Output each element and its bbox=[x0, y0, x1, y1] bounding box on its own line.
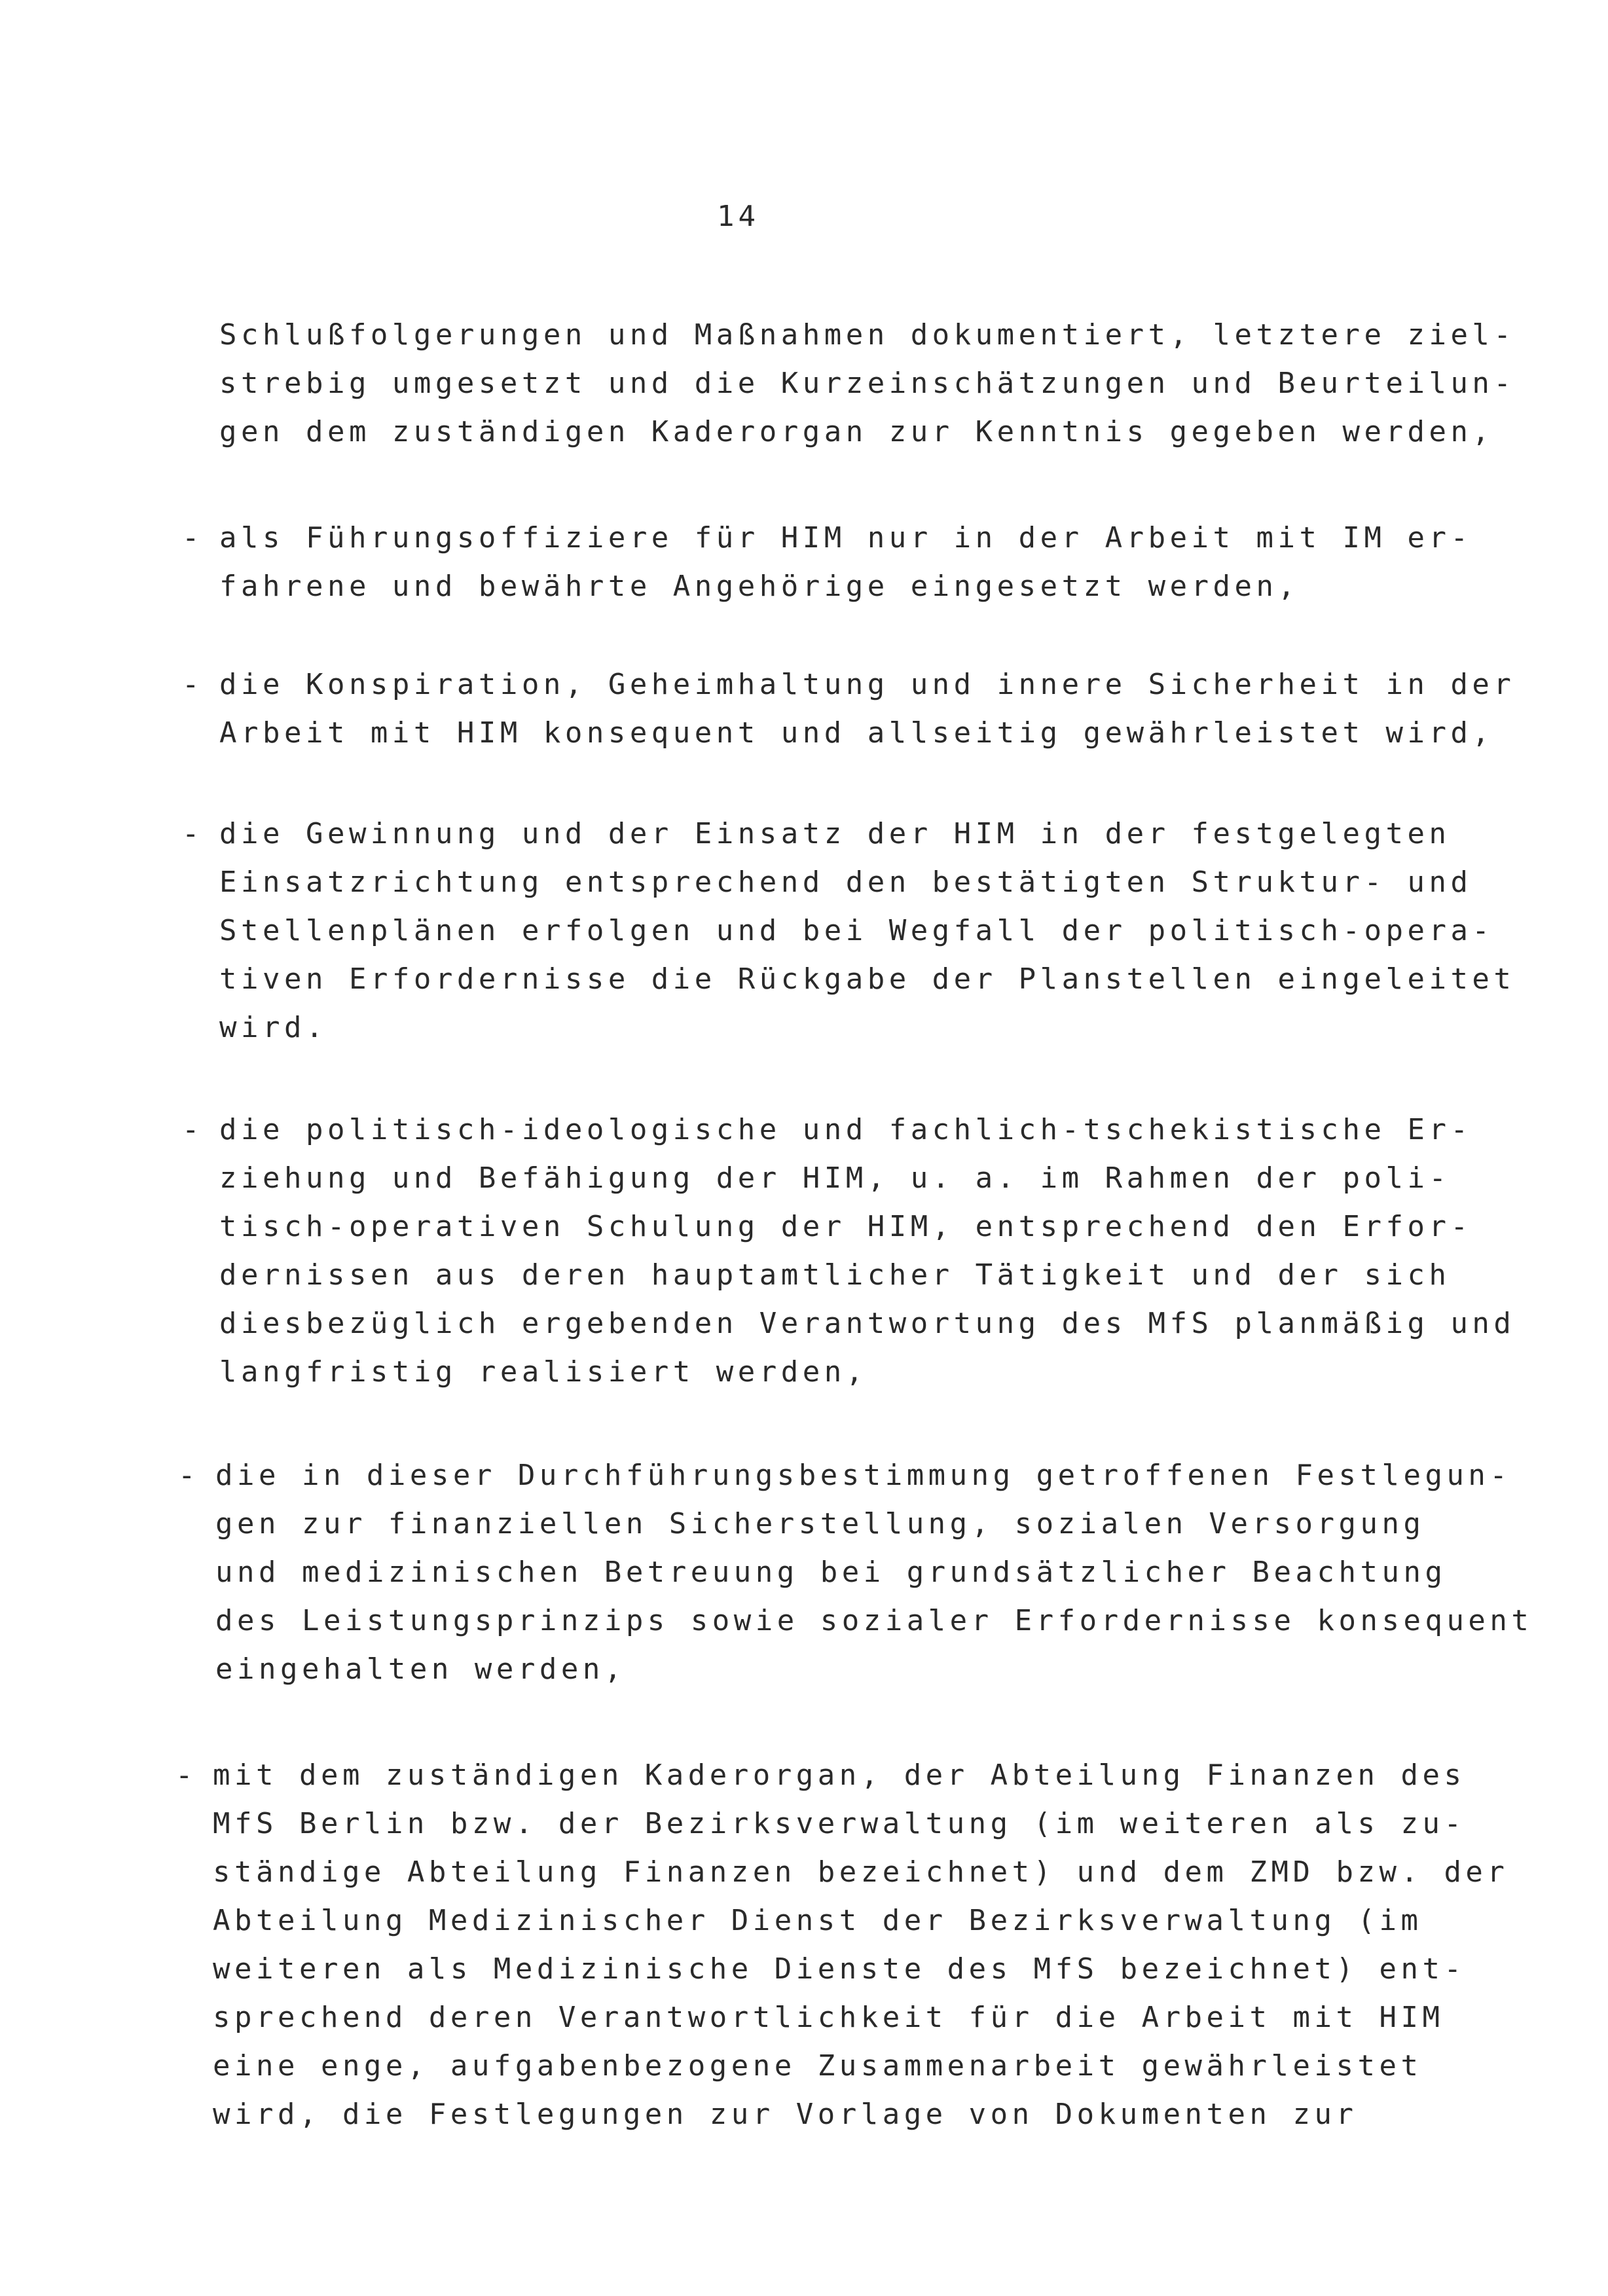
text-line: fahrene und bewährte Angehörige eingesetzt werden, bbox=[219, 570, 1300, 603]
text-line: Stellenplänen erfolgen und bei Wegfall der politisch-opera- bbox=[219, 914, 1494, 947]
text-line: diesbezüglich ergebenden Verantwortung des MfS planmäßig und bbox=[219, 1307, 1516, 1340]
text-line: die in dieser Durchführungsbestimmung getroffenen Festlegun- bbox=[215, 1459, 1512, 1492]
text-line: strebig umgesetzt und die Kurzeinschätzungen und Beurteilun- bbox=[219, 367, 1516, 400]
text-line: langfristig realisiert werden, bbox=[219, 1355, 868, 1389]
text-line: dernissen aus deren hauptamtlicher Tätigkeit und der sich bbox=[219, 1258, 1451, 1292]
text-line: mit dem zuständigen Kaderorgan, der Abteilung Finanzen des bbox=[213, 1758, 1466, 1792]
text-line: sprechend deren Verantwortlichkeit für die Arbeit mit HIM bbox=[213, 2001, 1444, 2034]
bullet-dash: - bbox=[175, 1758, 193, 1792]
bullet-dash: - bbox=[182, 1113, 200, 1146]
text-line: weiteren als Medizinische Dienste des MfS bezeichnet) ent- bbox=[213, 1952, 1466, 1986]
bullet-dash: - bbox=[182, 817, 200, 850]
text-line: wird, die Festlegungen zur Vorlage von Dokumenten zur bbox=[213, 2098, 1358, 2131]
text-line: Abteilung Medizinischer Dienst der Bezirksverwaltung (im bbox=[213, 1904, 1423, 1937]
text-line: Arbeit mit HIM konsequent und allseitig gewährleistet wird, bbox=[219, 716, 1494, 750]
text-line: und medizinischen Betreuung bei grundsätzlicher Beachtung bbox=[215, 1556, 1447, 1589]
text-line: tiven Erfordernisse die Rückgabe der Planstellen eingeleitet bbox=[219, 962, 1516, 996]
bullet-dash: - bbox=[182, 521, 200, 555]
text-line: Schlußfolgerungen und Maßnahmen dokumentiert, letztere ziel- bbox=[219, 318, 1516, 352]
text-line: die Gewinnung und der Einsatz der HIM in der festgelegten bbox=[219, 817, 1451, 850]
text-line: die Konspiration, Geheimhaltung und innere Sicherheit in der bbox=[219, 668, 1516, 701]
page-number: 14 bbox=[717, 200, 759, 233]
bullet-dash: - bbox=[178, 1459, 196, 1492]
text-line: eingehalten werden, bbox=[215, 1652, 626, 1686]
text-line: ziehung und Befähigung der HIM, u. a. im Rahmen der poli- bbox=[219, 1161, 1451, 1195]
text-line: gen dem zuständigen Kaderorgan zur Kenntnis gegeben werden, bbox=[219, 415, 1494, 448]
text-line: als Führungsoffiziere für HIM nur in der Arbeit mit IM er- bbox=[219, 521, 1472, 555]
text-line: wird. bbox=[219, 1011, 327, 1044]
text-line: eine enge, aufgabenbezogene Zusammenarbeit gewährleistet bbox=[213, 2049, 1423, 2083]
text-line: tisch-operativen Schulung der HIM, entsprechend den Erfor- bbox=[219, 1210, 1472, 1243]
text-line: Einsatzrichtung entsprechend den bestätigten Struktur- und bbox=[219, 866, 1472, 899]
text-line: gen zur finanziellen Sicherstellung, sozialen Versorgung bbox=[215, 1507, 1425, 1540]
text-line: MfS Berlin bzw. der Bezirksverwaltung (im weiteren als zu- bbox=[213, 1807, 1466, 1840]
bullet-dash: - bbox=[182, 668, 200, 701]
text-line: die politisch-ideologische und fachlich-tschekistische Er- bbox=[219, 1113, 1472, 1146]
text-line: ständige Abteilung Finanzen bezeichnet) und dem ZMD bzw. der bbox=[213, 1855, 1509, 1889]
text-line: des Leistungsprinzips sowie sozialer Erfordernisse konsequent bbox=[215, 1604, 1533, 1637]
